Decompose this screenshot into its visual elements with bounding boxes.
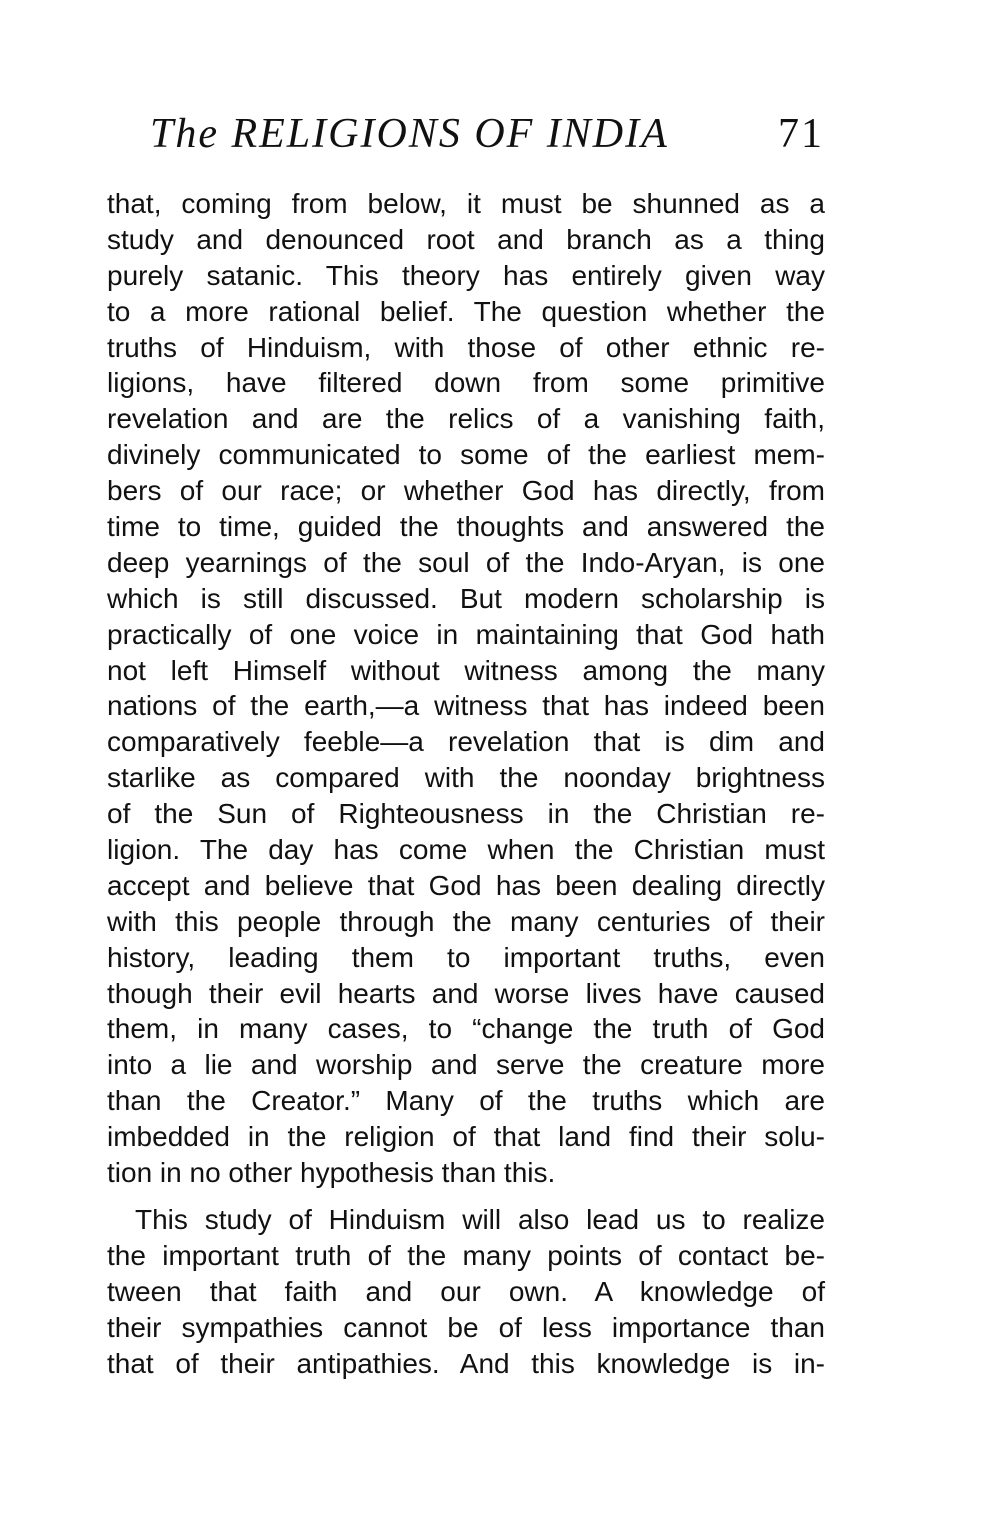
paragraph-1 [107,186,825,1191]
text-line: their sympathies cannot be of less importance than [107,1311,825,1343]
text-line: accept and believe that God has been dealing directly [107,869,825,901]
text-line: of the Sun of Righteousness in the Christian re- [107,798,825,830]
text-line: truths of Hinduism, with those of other ethnic re- [107,331,825,363]
text-line: This study of Hinduism will also lead us to realize [135,1203,825,1235]
text-line: with this people through the many centuries of their [107,905,825,937]
text-line: history, leading them to important truths, even [107,941,825,973]
text-line: comparatively feeble—a revelation that is dim and [107,726,825,758]
text-line: revelation and are the relics of a vanishing faith, [107,403,825,435]
page-number: 71 [778,111,824,157]
text-line: ligions, have filtered down from some primitive [107,367,825,399]
text-line: the important truth of the many points of contact be- [107,1239,825,1271]
running-head [150,110,830,170]
text-line: imbedded in the religion of that land find their solu- [107,1121,825,1153]
text-line: not left Himself without witness among the many [107,654,825,686]
text-line: divinely communicated to some of the earliest mem- [107,439,825,471]
text-line: deep yearnings of the soul of the Indo-Aryan, is one [107,546,825,578]
text-line: tion in no other hypothesis than this. [107,1157,556,1189]
text-line: starlike as compared with the noonday brightness [107,762,825,794]
text-line: which is still discussed. But modern scholarship is [107,582,825,614]
running-head-title: The RELIGIONS OF INDIA [150,111,669,157]
text-line: tween that faith and our own. A knowledge of [107,1275,825,1307]
paragraph-spacer [107,1191,825,1202]
text-line: than the Creator.” Many of the truths which are [107,1085,825,1117]
text-line: purely satanic. This theory has entirely given way [107,259,825,291]
text-line: that, coming from below, it must be shunned as a [107,188,825,219]
text-line: time to time, guided the thoughts and answered the [107,511,825,543]
text-line: ligion. The day has come when the Christian must [107,834,825,866]
text-line: them, in many cases, to “change the truth of God [107,1013,825,1045]
text-line: bers of our race; or whether God has directly, from [107,475,825,507]
text-line: nations of the earth,—a witness that has indeed been [107,690,825,722]
paragraph-2 [107,1202,825,1381]
body-text [107,186,825,1381]
text-line: that of their antipathies. And this knowledge is in- [107,1347,825,1379]
text-line: to a more rational belief. The question whether the [107,295,825,327]
text-line: into a lie and worship and serve the creature more [107,1049,825,1081]
text-line: study and denounced root and branch as a thing [107,223,825,255]
text-line: practically of one voice in maintaining that God hath [107,618,825,650]
text-line: though their evil hearts and worse lives have caused [107,977,825,1009]
